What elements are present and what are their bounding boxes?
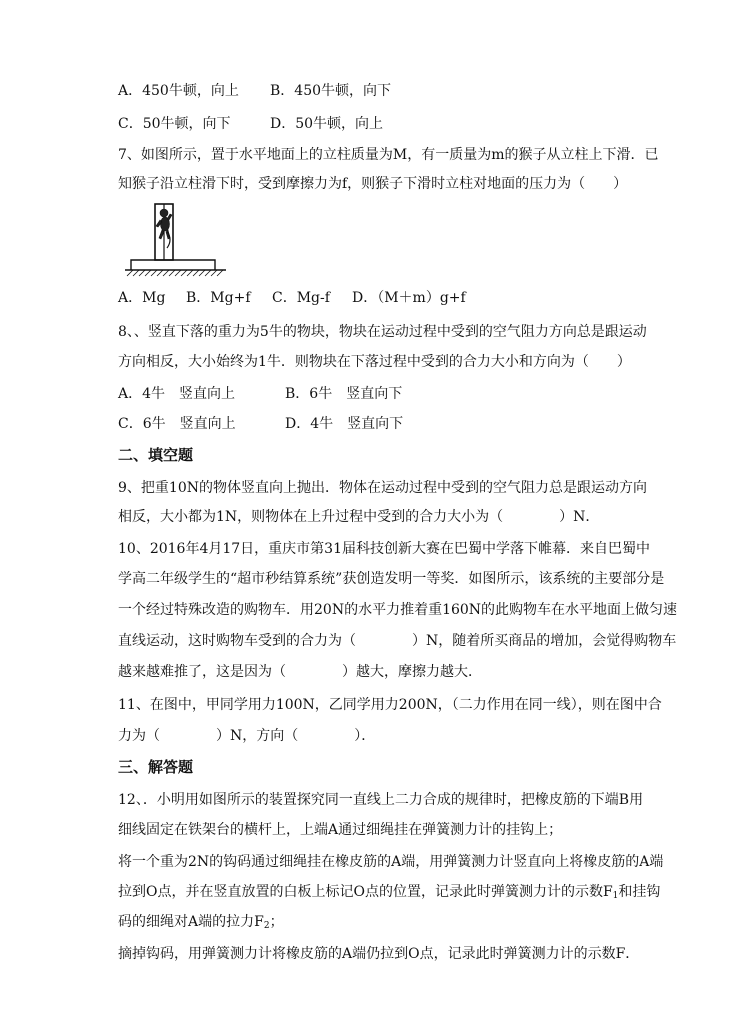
f1-subscript: 1 bbox=[612, 891, 619, 901]
monkey-post-figure bbox=[123, 200, 228, 278]
q12-line-4 bbox=[118, 882, 660, 902]
f2-subscript: 2 bbox=[263, 921, 270, 931]
q10-line-2: 学高二年级学生的“超市秒结算系统”获创造发明一等奖．如图所示，该系统的主要部分是 bbox=[118, 571, 665, 587]
q12-line-4-tail: 和挂钩 bbox=[618, 884, 661, 900]
q12-line-6: 摘掉钩码，用弹簧测力计将橡皮筋的A端仍拉到O点，记录此时弹簧测力计的示数F． bbox=[118, 946, 640, 962]
q12-line-2: 细线固定在铁架台的横杆上，上端A通过细绳挂在弹簧测力计的挂钩上； bbox=[118, 822, 563, 838]
q6-option-c: C．50牛顿，向下 bbox=[118, 116, 231, 132]
q7-line-2: 知猴子沿立柱滑下时，受到摩擦力为f，则猴子下滑时立柱对地面的压力为（ ） bbox=[118, 176, 628, 192]
q7-option-d: D．（M＋m）g+f bbox=[352, 290, 466, 306]
q11-line-1: 11、在图中，甲同学用力100N，乙同学用力200N，（二力作用在同一线），则在图中合 bbox=[118, 697, 662, 713]
q8-option-a: A．4牛 竖直向上 bbox=[118, 386, 236, 402]
ground-hatch bbox=[127, 270, 223, 276]
q11-line-2: 力为（ ）N，方向（ ）． bbox=[118, 728, 376, 744]
q12-line-5-text: 码的细绳对A端的拉力F bbox=[118, 914, 264, 930]
q8-option-c: C．6牛 竖直向上 bbox=[118, 416, 236, 432]
q8-option-d: D．4牛 竖直向下 bbox=[285, 416, 404, 432]
q10-line-1: 10、2016年4月17日，重庆市第31届科技创新大赛在巴蜀中学落下帷幕．来自巴蜀中 bbox=[118, 541, 650, 557]
q7-option-b: B．Mg+f bbox=[186, 290, 251, 306]
q7-line-1: 7、如图所示，置于水平地面上的立柱质量为M，有一质量为m的猴子从立柱上下滑．已 bbox=[118, 147, 659, 163]
q9-line-1: 9、把重10N的物体竖直向上抛出．物体在运动过程中受到的空气阻力总是跟运动方向 bbox=[118, 480, 647, 496]
q6-option-b: B．450牛顿，向下 bbox=[270, 83, 392, 99]
section-2-heading: 二、填空题 bbox=[118, 446, 194, 464]
q9-line-2: 相反，大小都为1N，则物体在上升过程中受到的合力大小为（ ）N． bbox=[118, 509, 600, 525]
q8-line-2: 方向相反，大小始终为1牛．则物块在下落过程中受到的合力大小和方向为（ ） bbox=[118, 354, 631, 370]
q7-option-c: C．Mg-f bbox=[272, 290, 330, 306]
q12-line-4-text: 拉到O点，并在竖直放置的白板上标记O点的位置，记录此时弹簧测力计的示数F bbox=[118, 884, 613, 900]
q12-line-5 bbox=[118, 912, 284, 932]
base-block bbox=[131, 260, 215, 270]
q12-line-1: 12、．小明用如图所示的装置探究同一直线上二力合成的规律时，把橡皮筋的下端B用 bbox=[118, 792, 644, 808]
q10-line-4: 直线运动，这时购物车受到的合力为（ ）N，随着所买商品的增加，会觉得购物车 bbox=[118, 633, 677, 649]
q7-option-a: A．Mg bbox=[118, 290, 166, 306]
section-3-heading: 三、解答题 bbox=[118, 758, 194, 776]
q6-option-a: A．450牛顿，向上 bbox=[118, 83, 239, 99]
q8-line-1: 8、、竖直下落的重力为5牛的物块，物块在运动过程中受到的空气阻力方向总是跟运动 bbox=[118, 324, 647, 340]
q10-line-5: 越来越难推了，这是因为（ ）越大，摩擦力越大． bbox=[118, 664, 482, 680]
q12-line-3: 将一个重为2N的钩码通过细绳挂在橡皮筋的A端，用弹簧测力计竖直向上将橡皮筋的A端 bbox=[118, 854, 664, 870]
q8-option-b: B．6牛 竖直向下 bbox=[285, 386, 403, 402]
q10-line-3: 一个经过特殊改造的购物车．用20N的水平力推着重160N的此购物车在水平地面上做匀速 bbox=[118, 602, 678, 618]
q6-option-d: D．50牛顿，向上 bbox=[270, 116, 384, 132]
q12-line-5-tail: ； bbox=[269, 914, 284, 930]
